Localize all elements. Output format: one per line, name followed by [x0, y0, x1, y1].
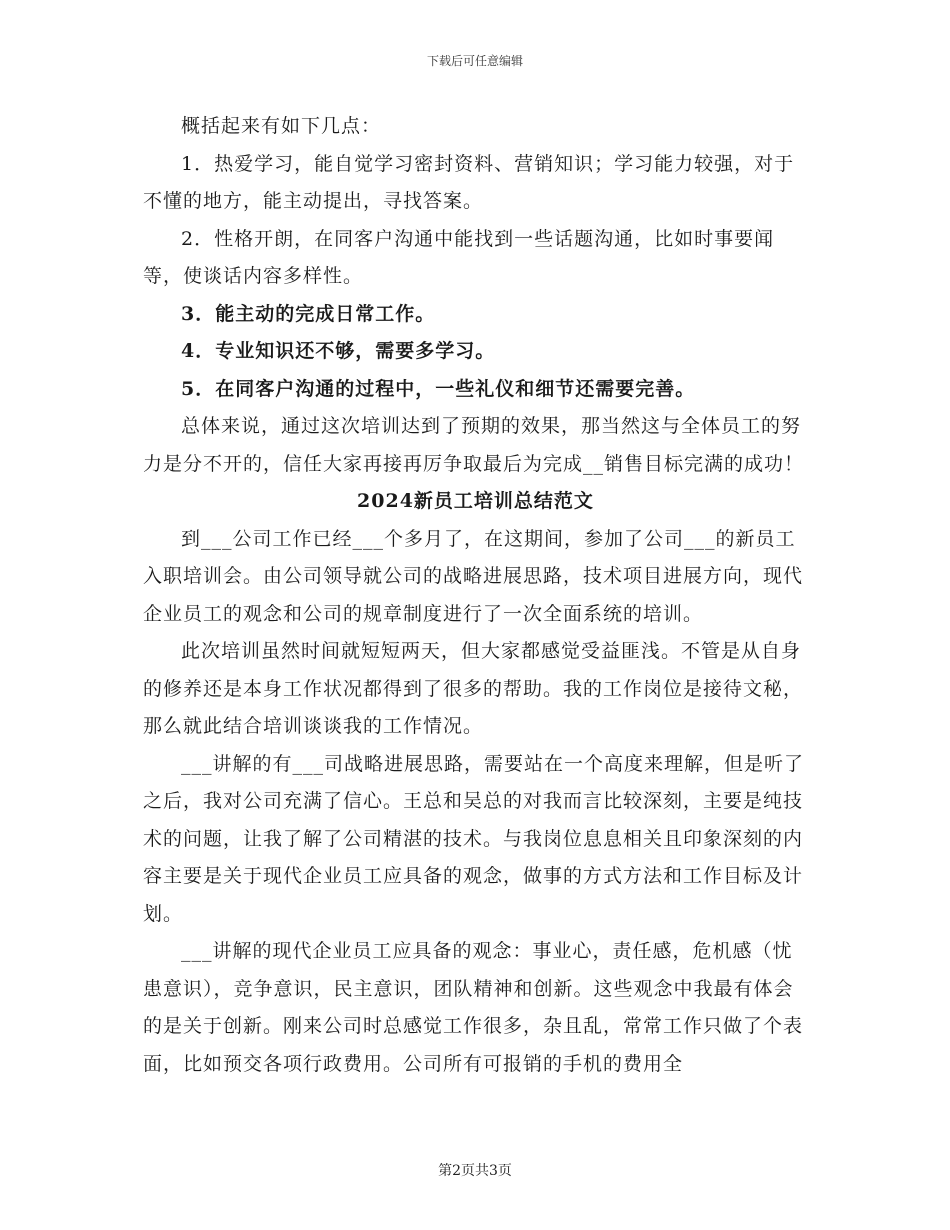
body-paragraph: 到___公司工作已经___个多月了，在这期间，参加了公司___的新员工入职培训会。由公司领导就公司的战略进展思路，技术项目进展方向，现代企业员工的观念和公司的规章制度进行了一次全面系统的培训。	[143, 527, 804, 625]
point-2: 2．性格开朗，在同客户沟通中能找到一些话题沟通，比如时事要闻等，使谈话内容多样性。	[143, 227, 775, 287]
point-5: 5．在同客户沟通的过程中，一些礼仪和细节还需要完善。	[181, 377, 696, 400]
point-4: 4．专业知识还不够，需要多学习。	[181, 340, 496, 362]
page-header: 下载后可任意编辑	[426, 54, 523, 68]
body-paragraph: 此次培训虽然时间就短短两天，但大家都感觉受益匪浅。不管是从自身的修养还是本身工作状况都得到了很多的帮助。我的工作岗位是接待文秘，那么就此结合培训谈谈我的工作情况。	[143, 640, 804, 737]
page-footer: 第2页共3页	[438, 1163, 512, 1179]
intro-paragraph: 概括起来有如下几点：	[181, 115, 382, 137]
body-paragraph: ___讲解的有___司战略进展思路，需要站在一个高度来理解，但是听了之后，我对公司充满了信心。王总和吴总的对我而言比较深刻，主要是纯技术的问题，让我了解了公司精湛的技术。与我岗位息息相关且印象深刻的内容主要是关于现代企业员工应具备的观念，做事的方式方法和工作目标及计划。	[143, 752, 805, 925]
section-title: 2024新员工培训总结范文	[357, 490, 594, 512]
body-paragraph: ___讲解的现代企业员工应具备的观念：事业心，责任感，危机感（忧患意识），竞争意识，民主意识，团队精神和创新。这些观念中我最有体会的是关于创新。刚来公司时总感觉工作很多，杂且乱，常常工作只做了个表面，比如预交各项行政费用。公司所有可报销的手机的费用全	[143, 940, 804, 1075]
document-body	[143, 108, 808, 1083]
point-3: 3．能主动的完成日常工作。	[181, 302, 436, 325]
point-1: 1．热爱学习，能自觉学习密封资料、营销知识；学习能力较强，对于不懂的地方，能主动提出，寻找答案。	[143, 152, 795, 212]
summary-paragraph: 总体来说，通过这次培训达到了预期的效果，那当然这与全体员工的努力是分不开的，信任大家再接再厉争取最后为完成__销售目标完满的成功！	[143, 415, 805, 475]
